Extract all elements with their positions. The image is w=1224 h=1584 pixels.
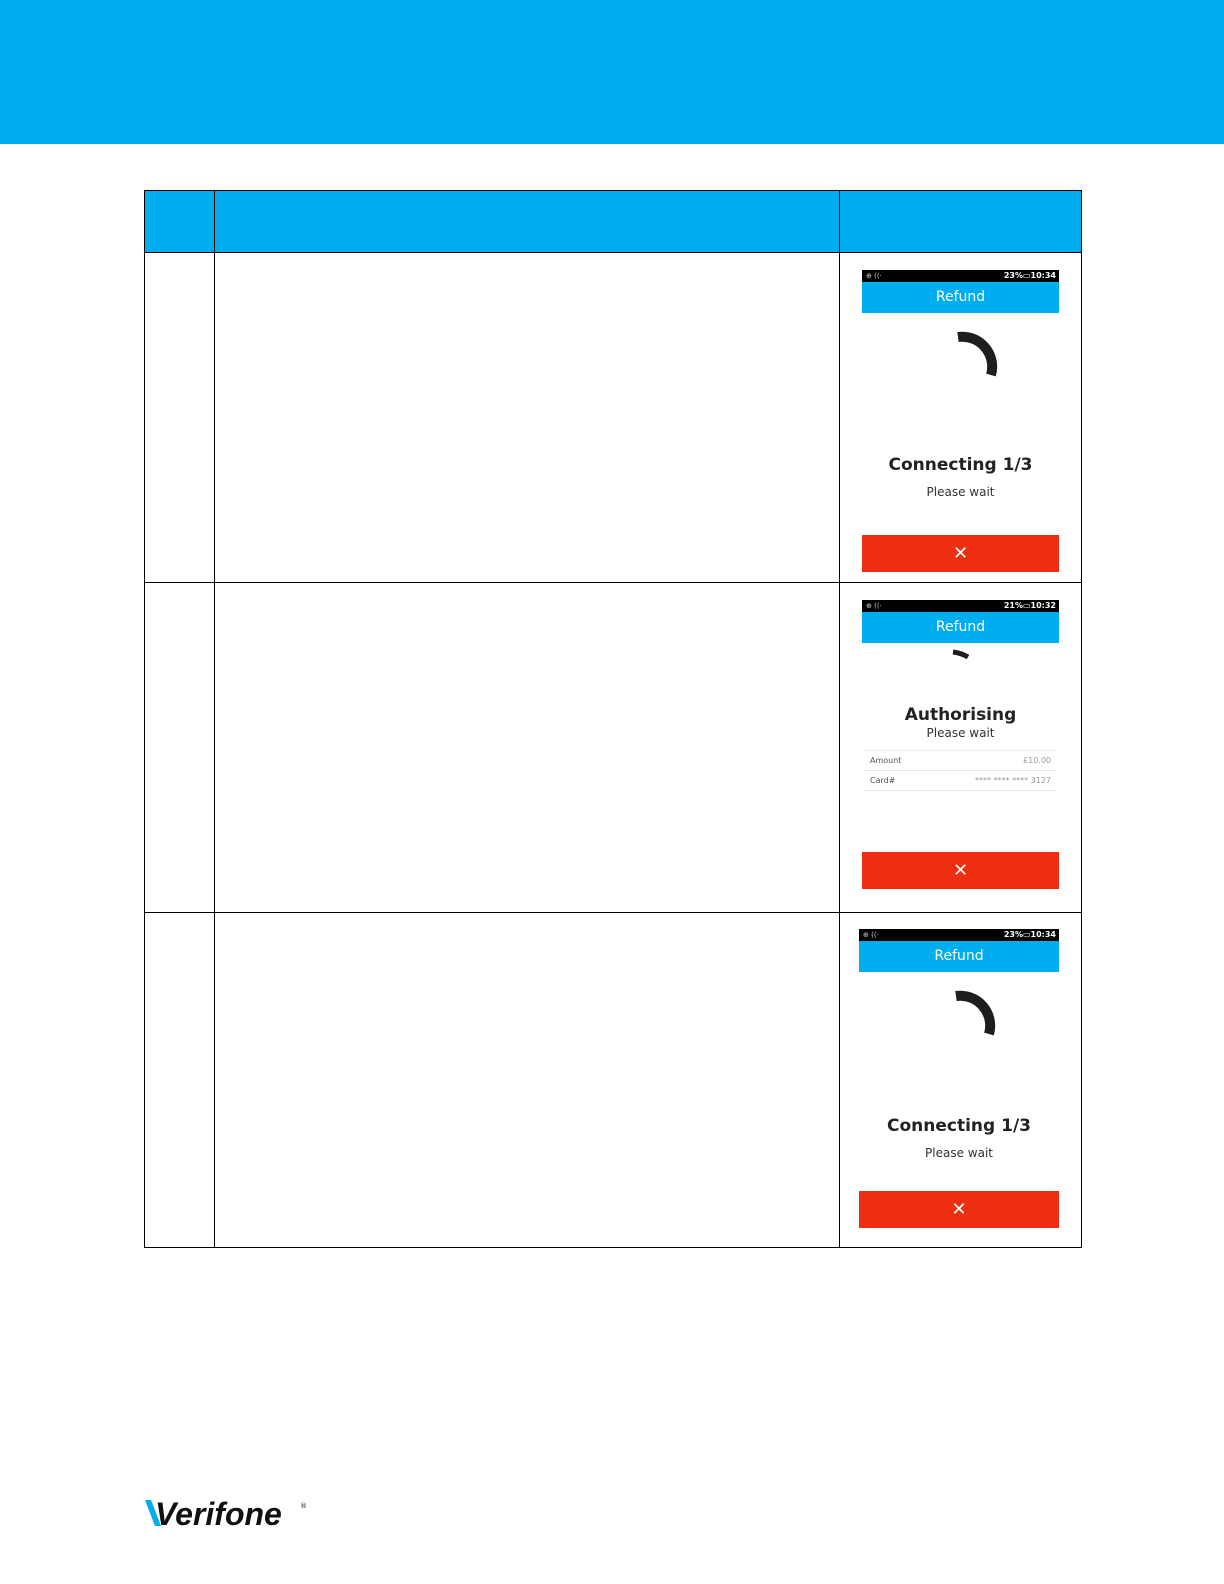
screen-subtitle: Please wait: [926, 485, 995, 499]
header-screen-cell: [840, 191, 1082, 253]
detail-row-card: [864, 771, 1057, 791]
battery-time: 23%▭10:34: [1003, 271, 1056, 280]
spinner-icon: [904, 990, 1014, 1070]
connectivity-icons: ⊕ ((·: [866, 602, 882, 610]
screen-title: Connecting 1/3: [887, 1116, 1031, 1136]
close-icon: ✕: [952, 543, 969, 564]
screen-title: Authorising: [904, 705, 1017, 725]
table-row: [145, 583, 1082, 913]
table-header-row: [145, 191, 1082, 253]
cancel-button[interactable]: [859, 1191, 1059, 1228]
table-row: [145, 253, 1082, 583]
terminal-screen: [862, 600, 1059, 889]
status-bar: [862, 270, 1059, 282]
detail-row-amount: [864, 750, 1057, 771]
detail-value: £10.00: [1023, 756, 1051, 765]
table-row: [145, 913, 1082, 1248]
terminal-screen: [859, 929, 1059, 1228]
step-number-cell: [145, 913, 215, 1248]
step-screen-cell: [840, 913, 1082, 1248]
connectivity-icons: ⊕ ((·: [866, 272, 882, 280]
logo-registered-mark: ®: [300, 1502, 307, 1510]
header-step-cell: [145, 191, 215, 253]
screen-header: Refund: [859, 941, 1059, 972]
close-icon: ✕: [951, 1199, 967, 1220]
logo-text: Verifone: [155, 1496, 282, 1532]
step-screen-cell: [840, 253, 1082, 583]
terminal-screen: [862, 270, 1059, 572]
step-description-cell: [215, 913, 840, 1248]
screen-subtitle: Please wait: [926, 726, 995, 740]
transaction-details: [864, 750, 1057, 791]
spinner-icon: [906, 331, 1016, 411]
detail-label: Card#: [870, 776, 896, 785]
connectivity-icons: ⊕ ((·: [863, 931, 879, 939]
step-number-cell: [145, 253, 215, 583]
top-banner: [0, 0, 1224, 144]
screen-header: Refund: [862, 612, 1059, 643]
step-number-cell: [145, 583, 215, 913]
cancel-button[interactable]: [862, 535, 1059, 572]
detail-value: **** **** **** 3127: [975, 776, 1051, 785]
battery-time: 23%▭10:34: [1003, 930, 1056, 939]
cancel-button[interactable]: [862, 852, 1059, 889]
step-description-cell: [215, 583, 840, 913]
step-screen-cell: [840, 583, 1082, 913]
screen-title: Connecting 1/3: [888, 455, 1033, 475]
status-bar: [859, 929, 1059, 941]
status-bar: [862, 600, 1059, 612]
step-description-cell: [215, 253, 840, 583]
verifone-logo: [143, 1492, 313, 1532]
battery-time: 21%▭10:32: [1003, 601, 1056, 610]
screen-header: Refund: [862, 282, 1059, 313]
header-description-cell: [215, 191, 840, 253]
steps-table: [144, 190, 1082, 1248]
screen-subtitle: Please wait: [925, 1146, 993, 1160]
spinner-icon: [906, 647, 1016, 661]
close-icon: ✕: [952, 860, 969, 881]
detail-label: Amount: [870, 756, 902, 765]
